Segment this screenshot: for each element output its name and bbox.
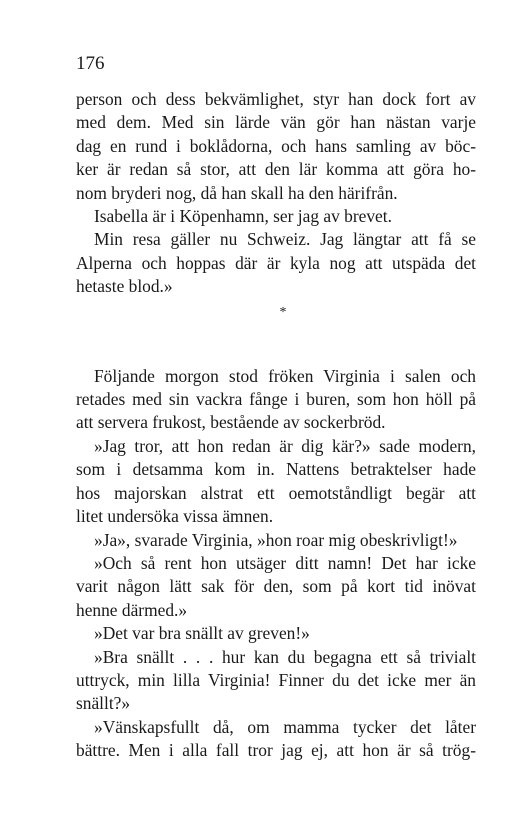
text-line: som i detsamma kom in. Nattens betraktelser hade bbox=[76, 459, 476, 480]
paragraph bbox=[76, 622, 476, 645]
text-line: »Vänskapsfullt då, om mamma tycker det låter bbox=[94, 716, 476, 737]
paragraph bbox=[76, 529, 476, 552]
text-line: att servera frukost, bestående av sockerbröd. bbox=[76, 412, 386, 433]
paragraph bbox=[76, 435, 476, 529]
section-separator: * bbox=[279, 304, 287, 320]
text-line: bättre. Men i alla fall tror jag ej, att hon är så trög- bbox=[76, 740, 476, 761]
text-line: »Jag tror, att hon redan är dig kär?» sade modern, bbox=[94, 435, 476, 456]
text-line: »Och så rent hon utsäger ditt namn! Det har icke bbox=[94, 552, 476, 573]
paragraph bbox=[76, 646, 476, 716]
text-line: »Ja», svarade Virginia, »hon roar mig obeskrivligt!» bbox=[94, 529, 458, 550]
text-line: Min resa gäller nu Schweiz. Jag längtar att få se bbox=[94, 229, 476, 250]
text-line: hos majorskan alstrat ett oemotståndligt begär att bbox=[76, 482, 476, 503]
text-line: uttryck, min lilla Virginia! Finner du det icke mer än bbox=[76, 669, 476, 690]
paragraph bbox=[76, 552, 476, 622]
paragraph bbox=[76, 88, 476, 205]
text-line: Isabella är i Köpenhamn, ser jag av brevet. bbox=[94, 206, 392, 227]
text-line: snällt?» bbox=[76, 693, 131, 714]
text-line: Följande morgon stod fröken Virginia i salen och bbox=[94, 365, 476, 386]
text-line: hetaste blod.» bbox=[76, 276, 173, 297]
text-line: person och dess bekvämlighet, styr han dock fort av bbox=[76, 89, 476, 109]
text-line: litet undersöka vissa ämnen. bbox=[76, 506, 274, 527]
text-line: »Det var bra snällt av greven!» bbox=[94, 623, 310, 644]
page-number: 176 bbox=[76, 53, 105, 74]
text-block-narrative bbox=[76, 365, 476, 763]
paragraph bbox=[76, 205, 476, 228]
text-line: varit någon lätt sak för den, som på kort tid inövat bbox=[76, 576, 476, 597]
paragraph bbox=[76, 716, 476, 763]
text-line: »Bra snällt . . . hur kan du begagna ett så trivialt bbox=[94, 646, 476, 667]
text-line: Alperna och hoppas där är kyla nog att utspäda det bbox=[76, 252, 476, 273]
text-line: dag en rund i boklådorna, och hans samling av böc- bbox=[76, 135, 476, 156]
text-line: retades med sin vackra fånge i buren, som hon höll på bbox=[76, 389, 476, 410]
text-line: ker är redan så stor, att den lär komma att göra ho- bbox=[76, 159, 476, 180]
text-line: henne därmed.» bbox=[76, 599, 188, 620]
paragraph bbox=[76, 228, 476, 298]
paragraph bbox=[76, 365, 476, 435]
text-line: nom bryderi nog, då han skall ha den härifrån. bbox=[76, 182, 398, 203]
book-page bbox=[76, 52, 476, 763]
section-gap bbox=[76, 321, 476, 365]
text-block-letter-ending bbox=[76, 88, 476, 299]
text-line: med dem. Med sin lärde vän gör han nästan varje bbox=[76, 112, 476, 133]
